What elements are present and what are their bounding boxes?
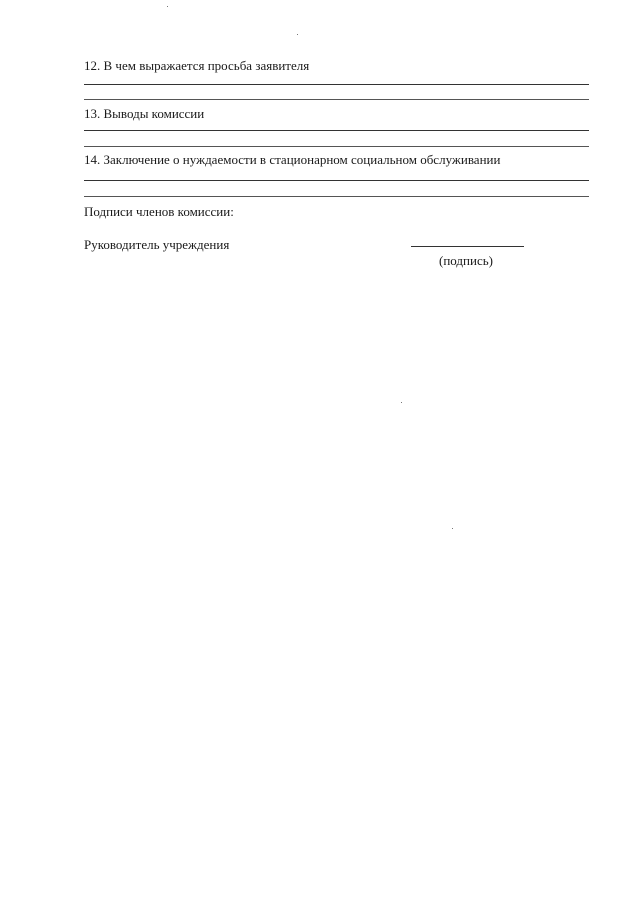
section-14-heading: 14. Заключение о нуждаемости в стационарном социальном обслуживании — [84, 152, 501, 167]
section-12-heading: 12. В чем выражается просьба заявителя — [84, 58, 310, 73]
section-14-answer-line-2 — [84, 196, 589, 197]
section-13-answer-line-2 — [84, 146, 589, 147]
head-signature-line — [411, 246, 524, 247]
scan-speck — [167, 6, 168, 7]
section-14-answer-line-1 — [84, 180, 589, 181]
section-12-answer-line-1 — [84, 84, 589, 85]
head-of-institution-label: Руководитель учреждения — [84, 237, 230, 252]
scan-speck — [297, 34, 298, 35]
scan-speck — [452, 528, 453, 529]
section-13-answer-line-1 — [84, 130, 589, 131]
signature-caption: (подпись) — [439, 253, 493, 268]
section-13-heading: 13. Выводы комиссии — [84, 106, 205, 121]
scan-speck — [401, 402, 402, 403]
section-12-answer-line-2 — [84, 99, 589, 100]
commission-signatures-label: Подписи членов комиссии: — [84, 204, 234, 219]
